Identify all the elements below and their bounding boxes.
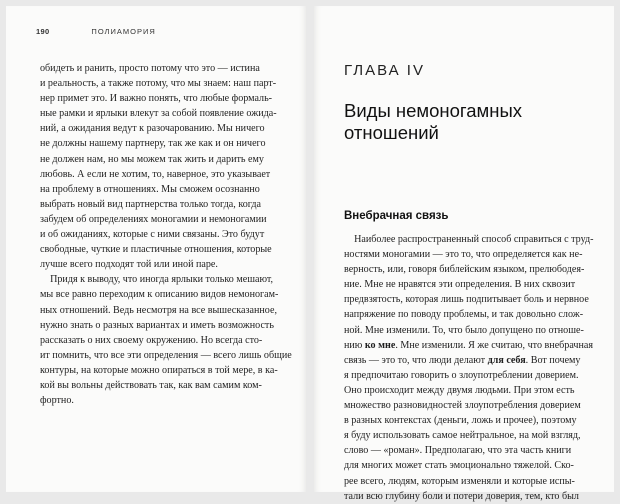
right-line: множество разновидностей злоупотребления доверием (344, 400, 581, 412)
left-line: выбрать новый вид партнерства только тогда, когда (40, 198, 262, 210)
right-line: в разных контекстах (деньги, ложь и прочее), поэтому (344, 415, 577, 427)
left-line: свободные, чуткие и пластичные отношения, которые (40, 244, 272, 256)
right-line: предвзятость, которая лишь подпитывает боль и нервное (344, 294, 589, 306)
page-number: 190 (36, 27, 50, 36)
running-header (36, 27, 286, 36)
left-line: не должен нам, но мы можем так жить и дарить ему (40, 153, 264, 165)
chapter-title: Виды немоногамных отношений (344, 100, 523, 143)
left-line: и реальность, а также потому, что мы знаем: наш парт- (40, 78, 277, 90)
left-line: лучше всего подходят той или иной паре. (40, 259, 218, 271)
right-line: ностями моногамии — это то, что определяется как не- (344, 249, 583, 261)
chapter-label: ГЛАВА IV (344, 62, 425, 79)
right-line: ние. Мне не нравятся эти определения. В них сквозит (344, 279, 576, 291)
right-page (314, 6, 614, 502)
right-line: связь — это то, что люди делают для себя. Вот почему (344, 354, 581, 366)
running-head-title: ПОЛИАМОРИЯ (91, 27, 156, 36)
right-line: ной. Мне изменили. То, что было допущено по отноше- (344, 324, 584, 336)
right-line: нию ко мне. Мне изменили. Я же считаю, что внебрачная (344, 339, 594, 351)
left-line: ний, а ожидания ведут к разочарованию. Мы ничего (40, 123, 265, 135)
left-line: кой вы вольны действовать так, как вам самим ком- (40, 379, 262, 391)
left-line: ные рамки и ярлыки влекут за собой появление ожида- (40, 108, 277, 120)
left-line: ит помнить, что все эти определения — всего лишь общие (40, 349, 292, 361)
left-line: не должны нашему партнеру, так же как и он ничего (40, 138, 266, 150)
right-body-text (344, 232, 599, 504)
section-title: Внебрачная связь (344, 210, 449, 222)
right-line: тали всю глубину боли и потери доверия, тем, кто был (344, 490, 579, 502)
left-line: нер примет это. И важно понять, что любые формаль- (40, 93, 273, 105)
left-line: мы все равно переходим к описанию видов немоногам- (40, 289, 279, 301)
left-line: контуры, на которые можно опираться в той мере, в ка- (40, 364, 278, 376)
right-line: Оно происходит между двумя людьми. При этом есть (344, 384, 575, 396)
left-page (6, 6, 306, 492)
left-line: забудем об определениях моногамии и немоногамии (40, 213, 267, 225)
right-line: верность, или, говоря библейским языком, прелюбодея- (344, 264, 585, 276)
right-line: слово — «роман». Предполагаю, что эта часть книги (344, 445, 572, 457)
left-line: нужно знать о разных вариантах и иметь возможность (40, 319, 274, 331)
left-line: любовь. А если не хотим, то, наверное, это указывает (40, 168, 271, 180)
left-line: ных отношений. Ведь несмотря на все вышесказанное, (40, 304, 277, 316)
right-line: рее всего, людям, которым изменяли и которые испы- (344, 475, 575, 487)
left-line: рассказать о них своему окружению. Но всегда сто- (40, 334, 263, 346)
left-body-text (40, 61, 290, 408)
right-line: напряжение по поводу проблемы, и так довольно слож- (344, 309, 584, 321)
right-line: я буду использовать самое нейтральное, на мой взгляд, (344, 430, 581, 442)
left-line: фортно. (40, 395, 74, 407)
left-line: и об ожиданиях, которые с ними связаны. Это будут (40, 229, 265, 241)
right-line: Наиболее распространенный способ справиться с труд- (344, 234, 594, 245)
left-line: Придя к выводу, что иногда ярлыки только мешают, (40, 274, 274, 286)
right-line: я предпочитаю говорить о злоупотреблении доверием. (344, 369, 579, 381)
left-line: обидеть и ранить, просто потому что это — истина (40, 63, 260, 74)
left-line: на проблему в отношениях. Мы сможем осознанно (40, 183, 260, 195)
right-line: для многих может стать эмоционально тяжелой. Ско- (344, 460, 574, 472)
